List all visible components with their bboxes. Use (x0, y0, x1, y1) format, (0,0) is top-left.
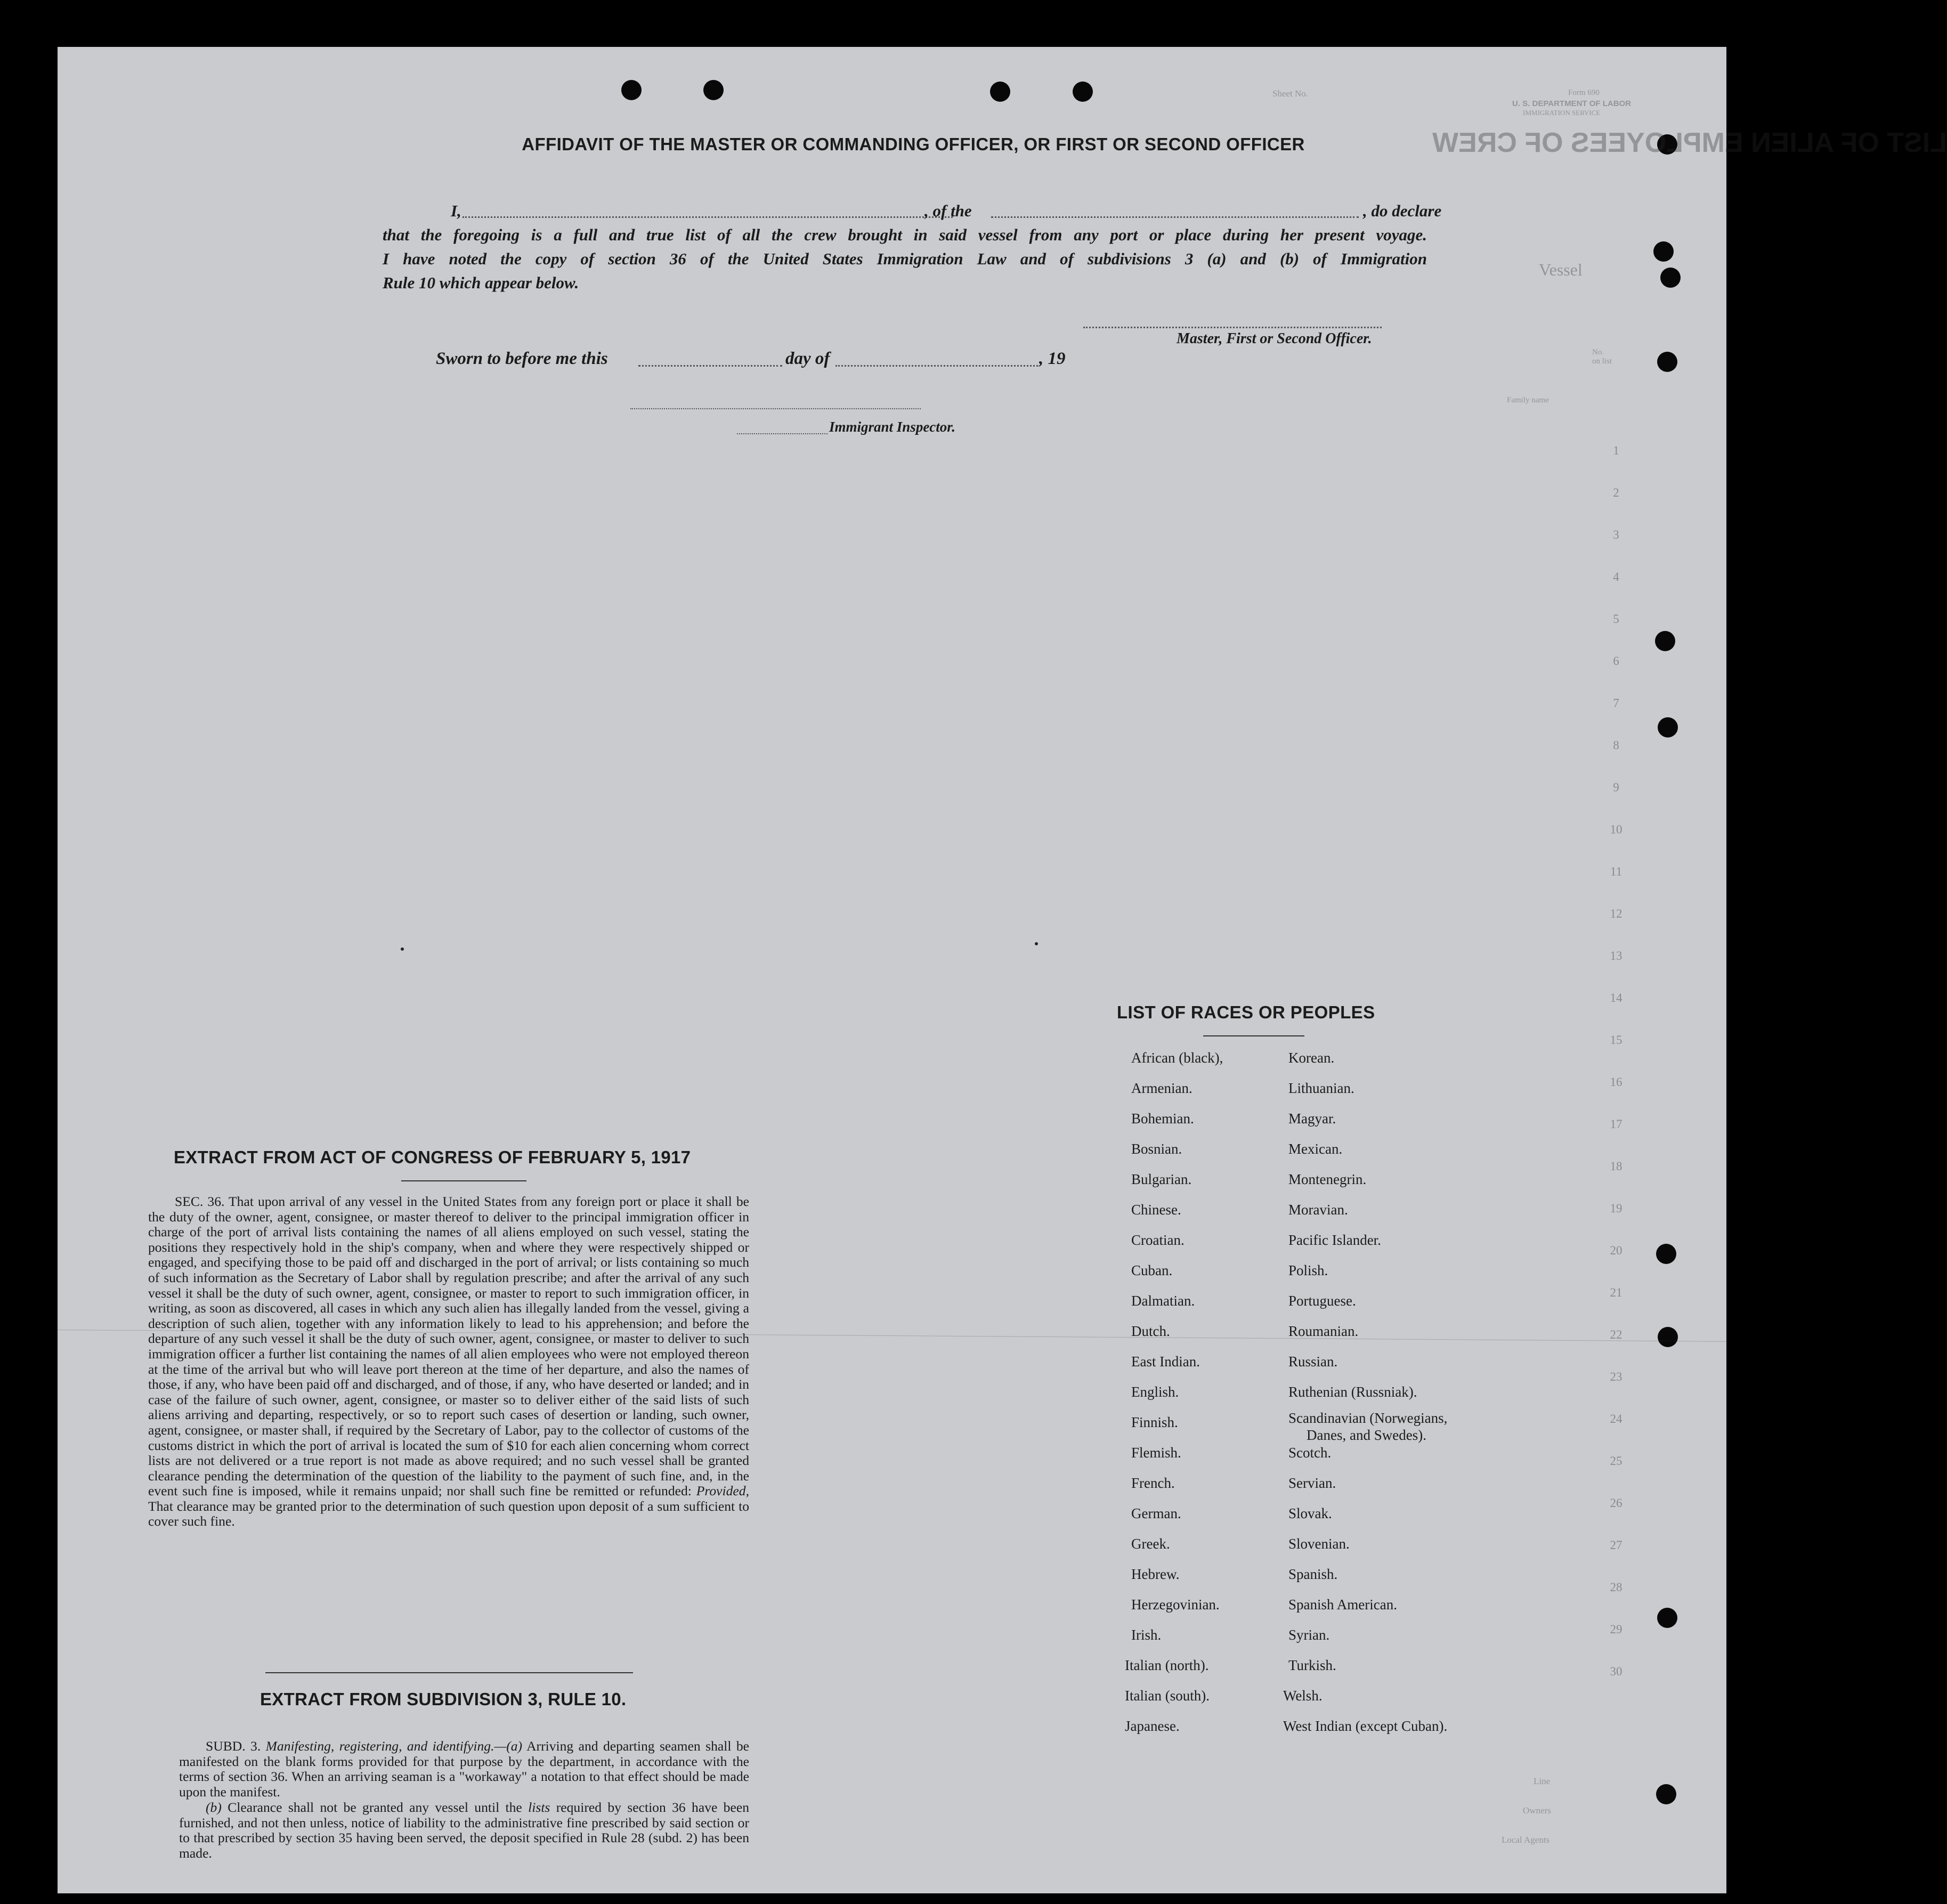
bleed-row-number: 21 (1610, 1286, 1622, 1299)
race-item: English. (1131, 1384, 1179, 1400)
bleed-row-number: 13 (1610, 949, 1622, 962)
bleed-form-no: Form 690 (1568, 88, 1600, 97)
bleed-row-number: 6 (1613, 654, 1619, 668)
rule-subd-a (179, 1739, 749, 1800)
punch-hole (990, 82, 1010, 102)
bleed-row-number: 19 (1610, 1202, 1622, 1215)
bleed-row-number: 3 (1613, 528, 1619, 541)
race-item: Croatian. (1131, 1232, 1185, 1248)
bleed-row-number: 7 (1613, 696, 1619, 710)
race-item: Bulgarian. (1131, 1171, 1192, 1187)
rule-subd-a-text: Arriving and departing seamen shall be manifested on the blank forms provided for that purpose by the department, in accordance with the terms of section 36. When an arriving seaman is a "workaway" a notation to that effect should be made upon the manifest. (179, 1738, 749, 1800)
bleed-family-name: Family name (1507, 396, 1549, 404)
affidavit-body-1: that the foregoing is a full and true list of all the crew brought in said vessel from any port or place during her present voyage. (383, 225, 1427, 244)
punch-hole (1660, 268, 1681, 288)
race-item: Mexican. (1288, 1141, 1343, 1157)
race-item: Japanese. (1125, 1718, 1180, 1734)
rule-subd-b-text1: Clearance shall not be granted any vessel until the (228, 1800, 522, 1815)
bleed-row-number: 5 (1613, 612, 1619, 626)
bleed-row-number: 26 (1610, 1496, 1622, 1510)
race-item: Armenian. (1131, 1080, 1192, 1096)
punch-hole (1658, 717, 1678, 738)
act-text: SEC. 36. That upon arrival of any vessel in the United States from any foreign port or place it shall be the duty of the owner, agent, consignee, or master thereof to deliver to the principal immigration officer in charge of the port of arrival lists containing the names of all aliens employed on such vessel, stating the positions they respectively hold in the ship's company, when and where they were respectively shipped or engaged, and specifying those to be paid off and discharged in the port of arrival; or lists containing so much of such information as the Secretary of Labor shall by regulation prescribe; and after the arrival of any such vessel it shall be the duty of such owner, agent, consignee, or master to report to such immigration officer, in writing, as soon as discovered, all cases in which any such alien has illegally landed from the vessel, giving a description of such alien, together with any information likely to lead to his apprehension; and before the departure of any such vessel it shall be the duty of such owner, agent, consignee, or master to deliver to such immigration officer a further list containing the names of all alien employees who were not employed thereon at the time of the arrival but who will leave port thereon at the time of her departure, and also the names of those, if any, who have been paid off and discharged, and of those, if any, who have deserted or landed; and in case of the failure of such owner, agent, consignee, or master so to deliver either of the said lists of such aliens arriving and departing, respectively, or so to report such cases of desertion or landing, such owner, agent, consignee, or master shall, if required by the Secretary of Labor, pay to the collector of customs of the customs district in which the port of arrival is located the sum of $10 for each alien concerning whom correct lists are not delivered or a true report is not made as above required; and no such vessel shall be granted clearance pending the determination of the question of the liability to the payment of such fine, and, in the event such fine is imposed, while it remains unpaid; nor shall such fine be remitted or refunded: (148, 1194, 749, 1499)
bleed-row-number: 2 (1613, 486, 1619, 499)
bleed-row-number: 20 (1610, 1244, 1622, 1257)
race-item: Flemish. (1131, 1445, 1181, 1461)
race-item: Spanish. (1288, 1566, 1338, 1582)
bleed-row-number: 22 (1610, 1328, 1622, 1341)
punch-hole (703, 80, 724, 100)
bleed-header-title: LIST OF ALIEN EMPLOYEES OF CREW (1432, 127, 1947, 158)
race-item: Chinese. (1131, 1202, 1181, 1218)
affidavit-declare: , do declare (1363, 201, 1442, 220)
rule-subd-b-lists: lists (528, 1800, 550, 1815)
bleed-row-number: 14 (1610, 991, 1622, 1004)
bleed-row-number: 15 (1610, 1033, 1622, 1047)
race-item: Slovenian. (1288, 1536, 1350, 1552)
race-item: Italian (north). (1125, 1657, 1209, 1673)
race-item: Syrian. (1288, 1627, 1330, 1643)
bleed-row-number: 12 (1610, 907, 1622, 920)
races-title: LIST OF RACES OR PEOPLES (1117, 1002, 1375, 1022)
bleed-row-number: 25 (1610, 1454, 1622, 1468)
inspector-label: Immigrant Inspector. (829, 419, 956, 435)
race-item: Pacific Islander. (1288, 1232, 1381, 1248)
race-item: Portuguese. (1288, 1293, 1356, 1309)
race-item: Korean. (1288, 1050, 1335, 1066)
rule-subd-a-marker: —(a) (494, 1738, 523, 1754)
race-item: African (black), (1131, 1050, 1223, 1066)
race-item: Servian. (1288, 1475, 1336, 1491)
punch-hole (1657, 352, 1677, 372)
race-scandinavian-cont: Danes, and Swedes). (1307, 1427, 1426, 1443)
inspector-blank-1[interactable] (630, 408, 921, 409)
speck (1035, 942, 1038, 945)
bleed-row-number: 29 (1610, 1623, 1622, 1636)
races-title-rule (1203, 1035, 1304, 1036)
act-proviso-text: That clearance may be granted prior to the determination of such question upon deposit of a sum sufficient to cover such fine. (148, 1498, 749, 1529)
month-blank[interactable] (835, 365, 1038, 367)
bleed-row-number: 27 (1610, 1538, 1622, 1552)
rule-title: EXTRACT FROM SUBDIVISION 3, RULE 10. (260, 1689, 627, 1709)
vessel-blank[interactable] (991, 216, 1359, 218)
bleed-row-number: 23 (1610, 1370, 1622, 1383)
bleed-row-number: 9 (1613, 781, 1619, 794)
race-item: Moravian. (1288, 1202, 1348, 1218)
rule-subd-b (179, 1800, 749, 1861)
bleed-department: U. S. DEPARTMENT OF LABOR (1512, 99, 1632, 108)
bleed-vessel: Vessel (1539, 260, 1583, 279)
race-item: Herzegovinian. (1131, 1597, 1220, 1613)
punch-hole (1656, 1244, 1676, 1264)
bleed-row-number: 28 (1610, 1581, 1622, 1594)
affidavit-i: I, (451, 201, 461, 220)
punch-hole (1656, 1784, 1676, 1804)
day-blank[interactable] (638, 365, 782, 367)
inspector-blank-2[interactable] (737, 433, 828, 434)
punch-hole (1657, 1608, 1677, 1628)
bleed-row-number: 16 (1610, 1075, 1622, 1089)
bleed-row-number: 10 (1610, 823, 1622, 836)
bleed-row-number: 8 (1613, 739, 1619, 752)
race-item: Scotch. (1288, 1445, 1332, 1461)
race-item: Dalmatian. (1131, 1293, 1195, 1309)
race-item: Russian. (1288, 1354, 1338, 1370)
race-item: Dutch. (1131, 1323, 1170, 1339)
speck (401, 947, 404, 951)
bleed-service: IMMIGRATION SERVICE (1523, 109, 1601, 117)
race-item: Bohemian. (1131, 1111, 1194, 1127)
race-item: Magyar. (1288, 1111, 1336, 1127)
bleed-line: Line (1534, 1776, 1551, 1786)
race-item: Welsh. (1283, 1688, 1323, 1704)
act-divider (265, 1672, 633, 1673)
rule-subd-b-marker: (b) (206, 1800, 222, 1815)
bleed-no-on-list: No. on list (1592, 348, 1612, 366)
race-item: Bosnian. (1131, 1141, 1182, 1157)
year-prefix: , 19 (1039, 349, 1066, 368)
race-item: Cuban. (1131, 1262, 1173, 1278)
act-section-36 (148, 1194, 749, 1529)
rule-subd-b-text2: required by section 36 have been furnished, and not then unless, notice of liability to the administrative fine prescribed by said section or to that prescribed by section 35 having been served, the deposit specified in Rule 28 (subd. 2) has been made. (179, 1800, 749, 1861)
master-signature-blank[interactable] (1083, 327, 1382, 328)
race-item: German. (1131, 1505, 1181, 1521)
race-item: Roumanian. (1288, 1323, 1359, 1339)
act-title-rule (401, 1180, 526, 1181)
bleed-owners: Owners (1523, 1805, 1551, 1816)
race-item: Polish. (1288, 1262, 1328, 1278)
bleed-row-number: 18 (1610, 1160, 1622, 1173)
bleed-row-number: 17 (1610, 1117, 1622, 1131)
rule-subd-heading: Manifesting, registering, and identifying. (265, 1738, 494, 1754)
sworn-text: Sworn to before me this (436, 349, 608, 368)
punch-hole (1073, 82, 1093, 102)
act-title: EXTRACT FROM ACT OF CONGRESS OF FEBRUARY 5, 1917 (174, 1147, 691, 1167)
act-proviso-word: Provided, (696, 1483, 749, 1499)
race-item: Ruthenian (Russniak). (1288, 1384, 1417, 1400)
race-item: Italian (south). (1125, 1688, 1210, 1704)
document-sheet (58, 47, 1947, 1893)
race-item: Irish. (1131, 1627, 1162, 1643)
punch-hole (1653, 241, 1674, 262)
bleed-row-number: 30 (1610, 1665, 1622, 1678)
race-item: Turkish. (1288, 1657, 1336, 1673)
punch-hole (1658, 1327, 1678, 1347)
punch-hole (1655, 631, 1675, 651)
race-item: Lithuanian. (1288, 1080, 1354, 1096)
race-item: West Indian (except Cuban). (1283, 1718, 1448, 1734)
race-item: Hebrew. (1131, 1566, 1180, 1582)
bleed-row-number: 4 (1613, 570, 1619, 584)
race-item: Spanish American. (1288, 1597, 1397, 1613)
bleed-row-number: 24 (1610, 1412, 1622, 1425)
race-item: Montenegrin. (1288, 1171, 1367, 1187)
bleed-row-number: 11 (1610, 865, 1622, 878)
race-item: French. (1131, 1475, 1175, 1491)
affidavit-body-2: I have noted the copy of section 36 of the United States Immigration Law and of subdivisions 3 (a) and (b) of Immigration (383, 249, 1427, 268)
race-item: East Indian. (1131, 1354, 1200, 1370)
affidavit-of-the: , of the (924, 201, 972, 220)
punch-hole (621, 80, 642, 100)
rule-subd-label: SUBD. 3. (206, 1738, 261, 1754)
affidavit-body-3: Rule 10 which appear below. (383, 273, 579, 292)
race-item: Slovak. (1288, 1505, 1332, 1521)
race-item: Scandinavian (Norwegians, (1288, 1410, 1448, 1426)
bleed-row-number: 1 (1613, 444, 1619, 457)
bleed-local-agents: Local Agents (1502, 1835, 1550, 1845)
affidavit-title: AFFIDAVIT OF THE MASTER OR COMMANDING OFFICER, OR FIRST OR SECOND OFFICER (522, 134, 1305, 154)
race-item: Finnish. (1131, 1414, 1178, 1430)
race-item: Greek. (1131, 1536, 1170, 1552)
name-blank[interactable] (463, 216, 953, 218)
bleed-sheet-no: Sheet No. (1272, 88, 1309, 99)
master-signature-label: Master, First or Second Officer. (1177, 330, 1372, 347)
day-of: day of (785, 349, 830, 368)
